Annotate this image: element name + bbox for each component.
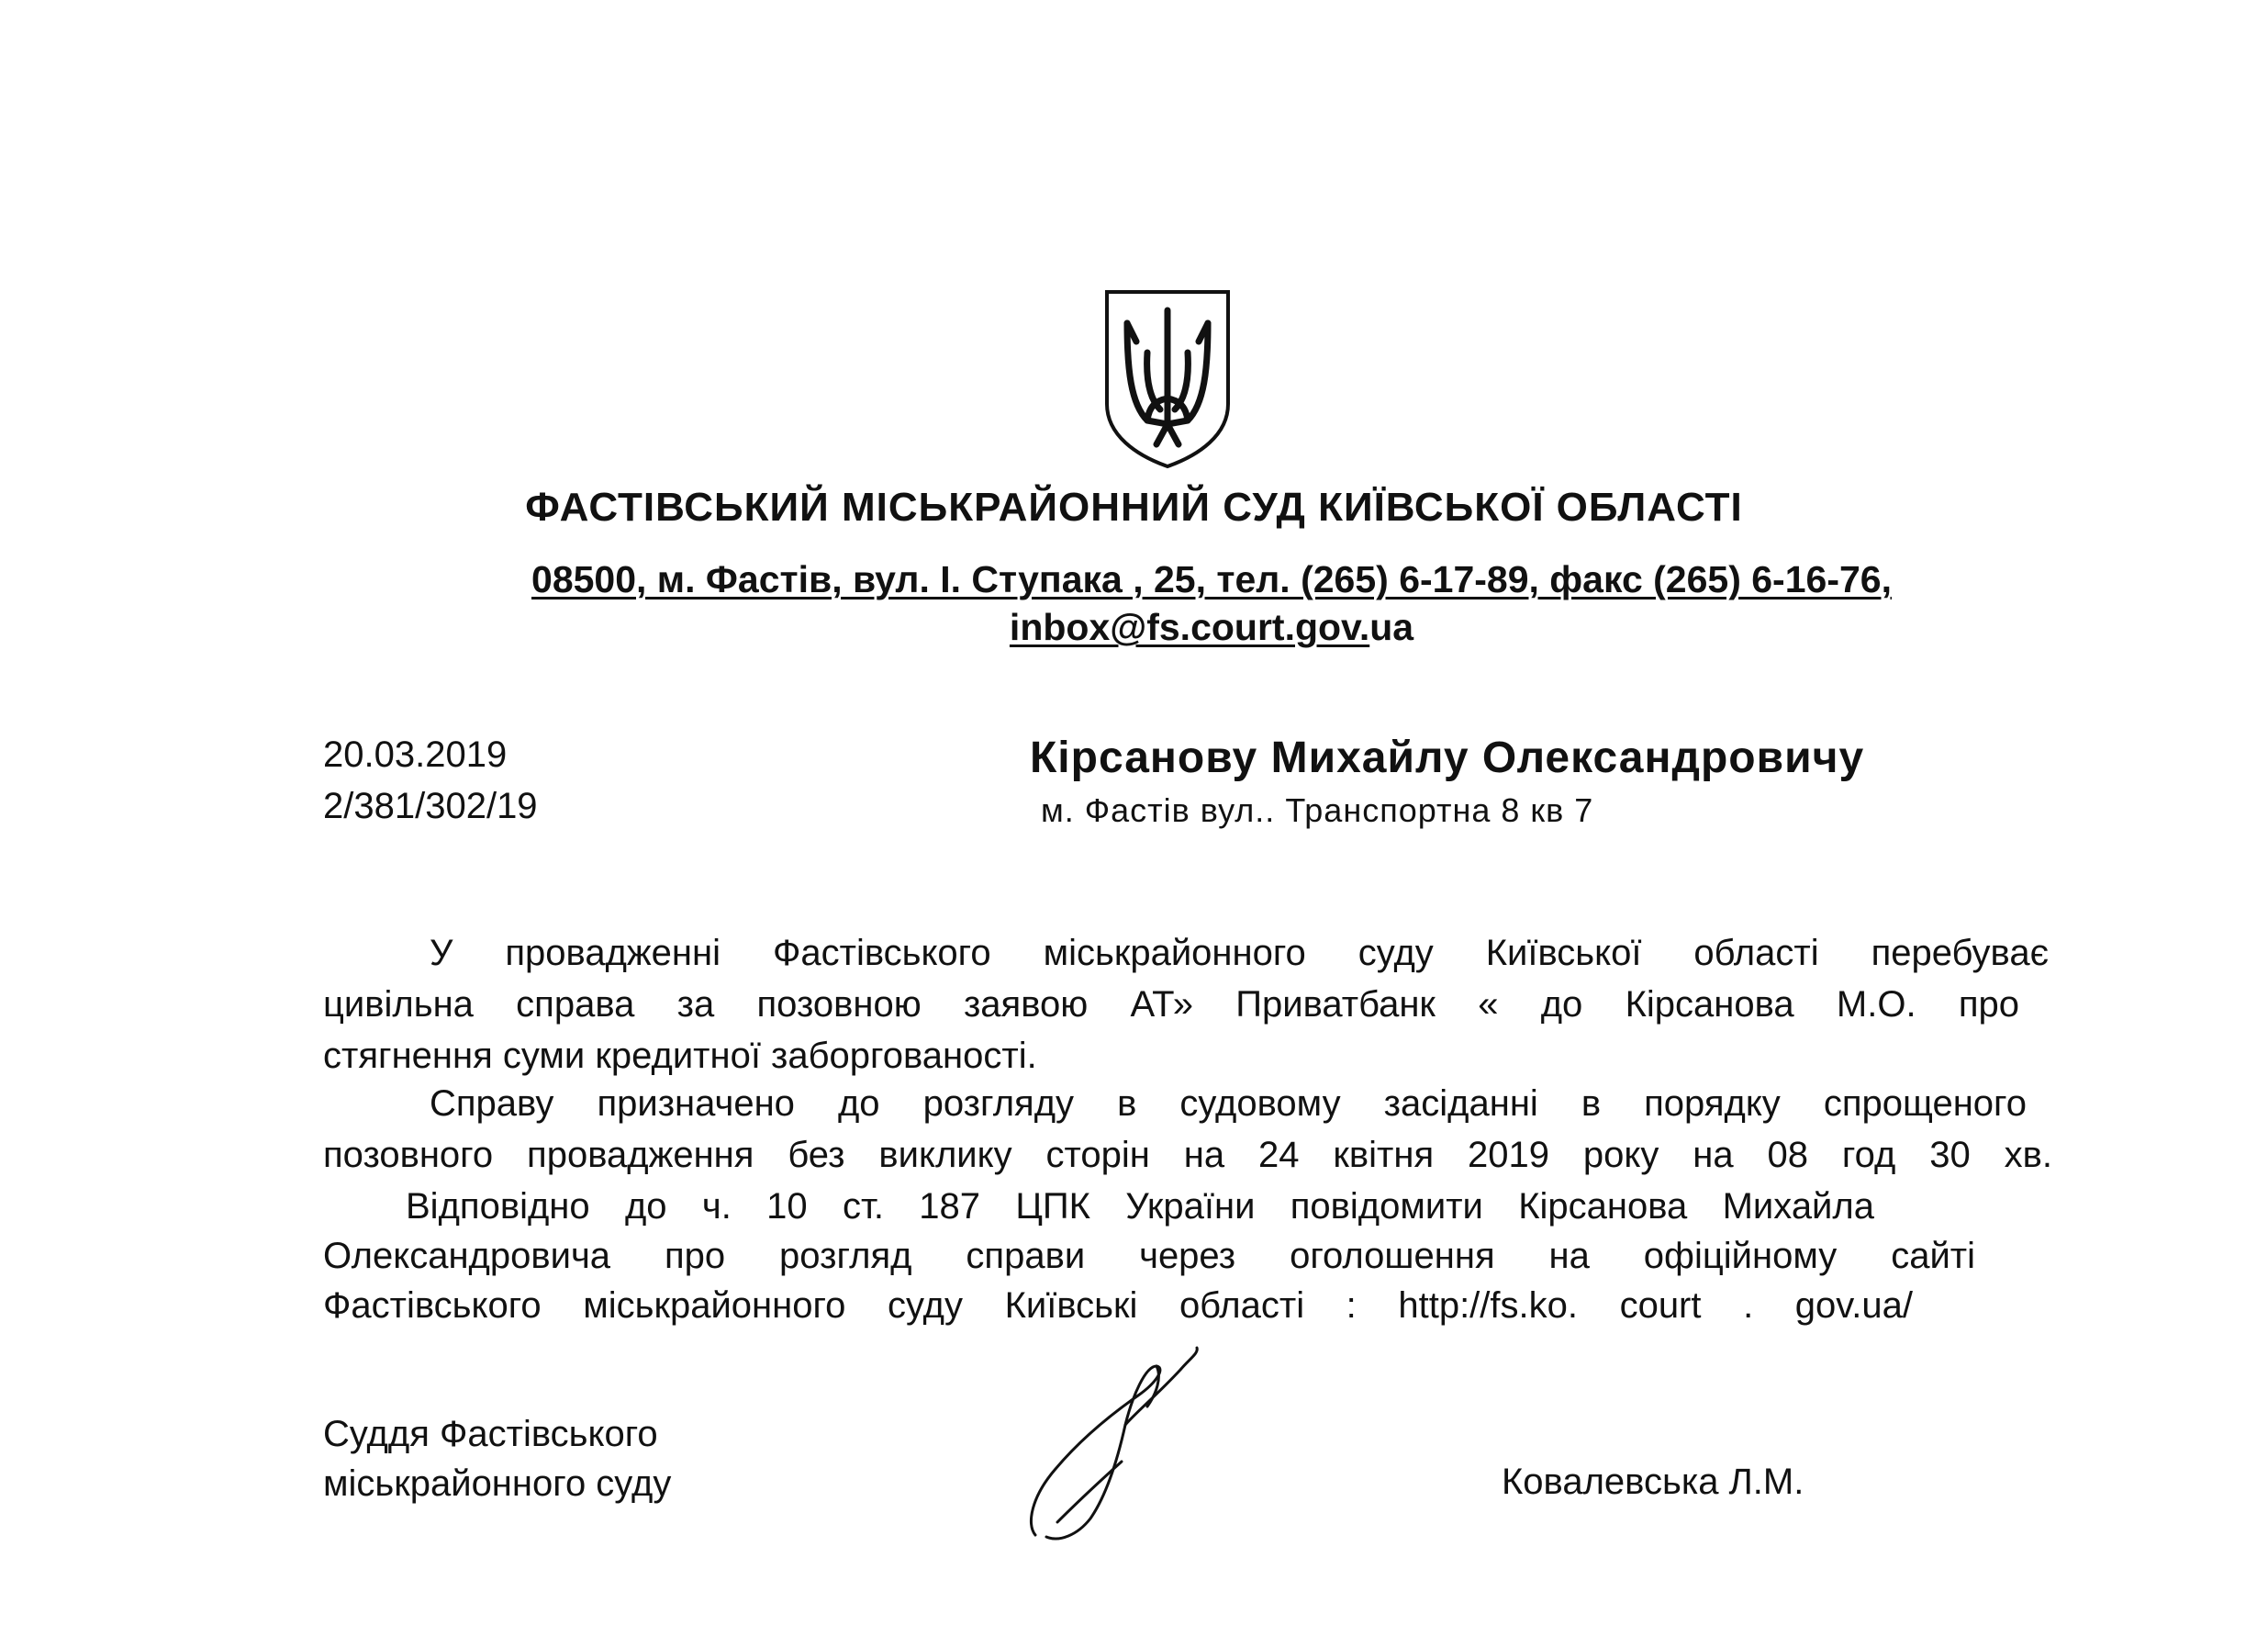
body-line-2: цивільна справа за позовною заявою АТ» Приватбанк « до Кірсанова М.О. про xyxy=(323,984,2019,1025)
recipient-address: м. Фастів вул.. Транспортна 8 кв 7 xyxy=(1041,791,1594,829)
body-line-7: Олександровича про розгляд справи через оголошення на офіційному сайті xyxy=(323,1236,1975,1276)
body-line-3: стягнення суми кредитної заборгованості. xyxy=(323,1036,1037,1076)
judge-name: Ковалевська Л.М. xyxy=(1502,1462,1804,1502)
letter-reference: 2/381/302/19 xyxy=(323,786,538,826)
signer-title-line-2: міськрайонного суду xyxy=(323,1463,672,1504)
court-email xyxy=(441,606,1983,649)
letter-date: 20.03.2019 xyxy=(323,734,508,775)
recipient-name: Кірсанову Михайлу Олександровичу xyxy=(1030,734,1865,782)
court-email-link[interactable]: inbox@fs.court.gov. xyxy=(1009,606,1370,648)
body-line-6: Відповідно до ч. 10 ст. 187 ЦПК України повідомити Кірсанова Михайла xyxy=(406,1186,1874,1227)
court-address: 08500, м. Фастів, вул. І. Ступака , 25, тел. (265) 6-17-89, факс (265) 6-16-76, xyxy=(531,558,1892,600)
body-line-8: Фастівського міськрайонного суду Київські області : http://fs.ko. court . gov.ua/ xyxy=(323,1285,1913,1326)
body-line-5: позовного провадження без виклику сторін на 24 квітня 2019 року на 08 год 30 хв. xyxy=(323,1135,2052,1175)
signer-title-line-1: Суддя Фастівського xyxy=(323,1414,658,1454)
trident-icon xyxy=(1100,286,1235,470)
handwritten-signature-icon xyxy=(1019,1340,1221,1552)
court-name: ФАСТІВСЬКИЙ МІСЬКРАЙОННИЙ СУД КИЇВСЬКОЇ ОБЛАСТІ xyxy=(525,485,1743,530)
court-email-tail: ua xyxy=(1369,606,1414,648)
body-line-4: Справу призначено до розгляду в судовому засіданні в порядку спрощеного xyxy=(430,1083,2027,1124)
body-line-1: У провадженні Фастівського міськрайонного суду Київської області перебуває xyxy=(430,933,2049,973)
